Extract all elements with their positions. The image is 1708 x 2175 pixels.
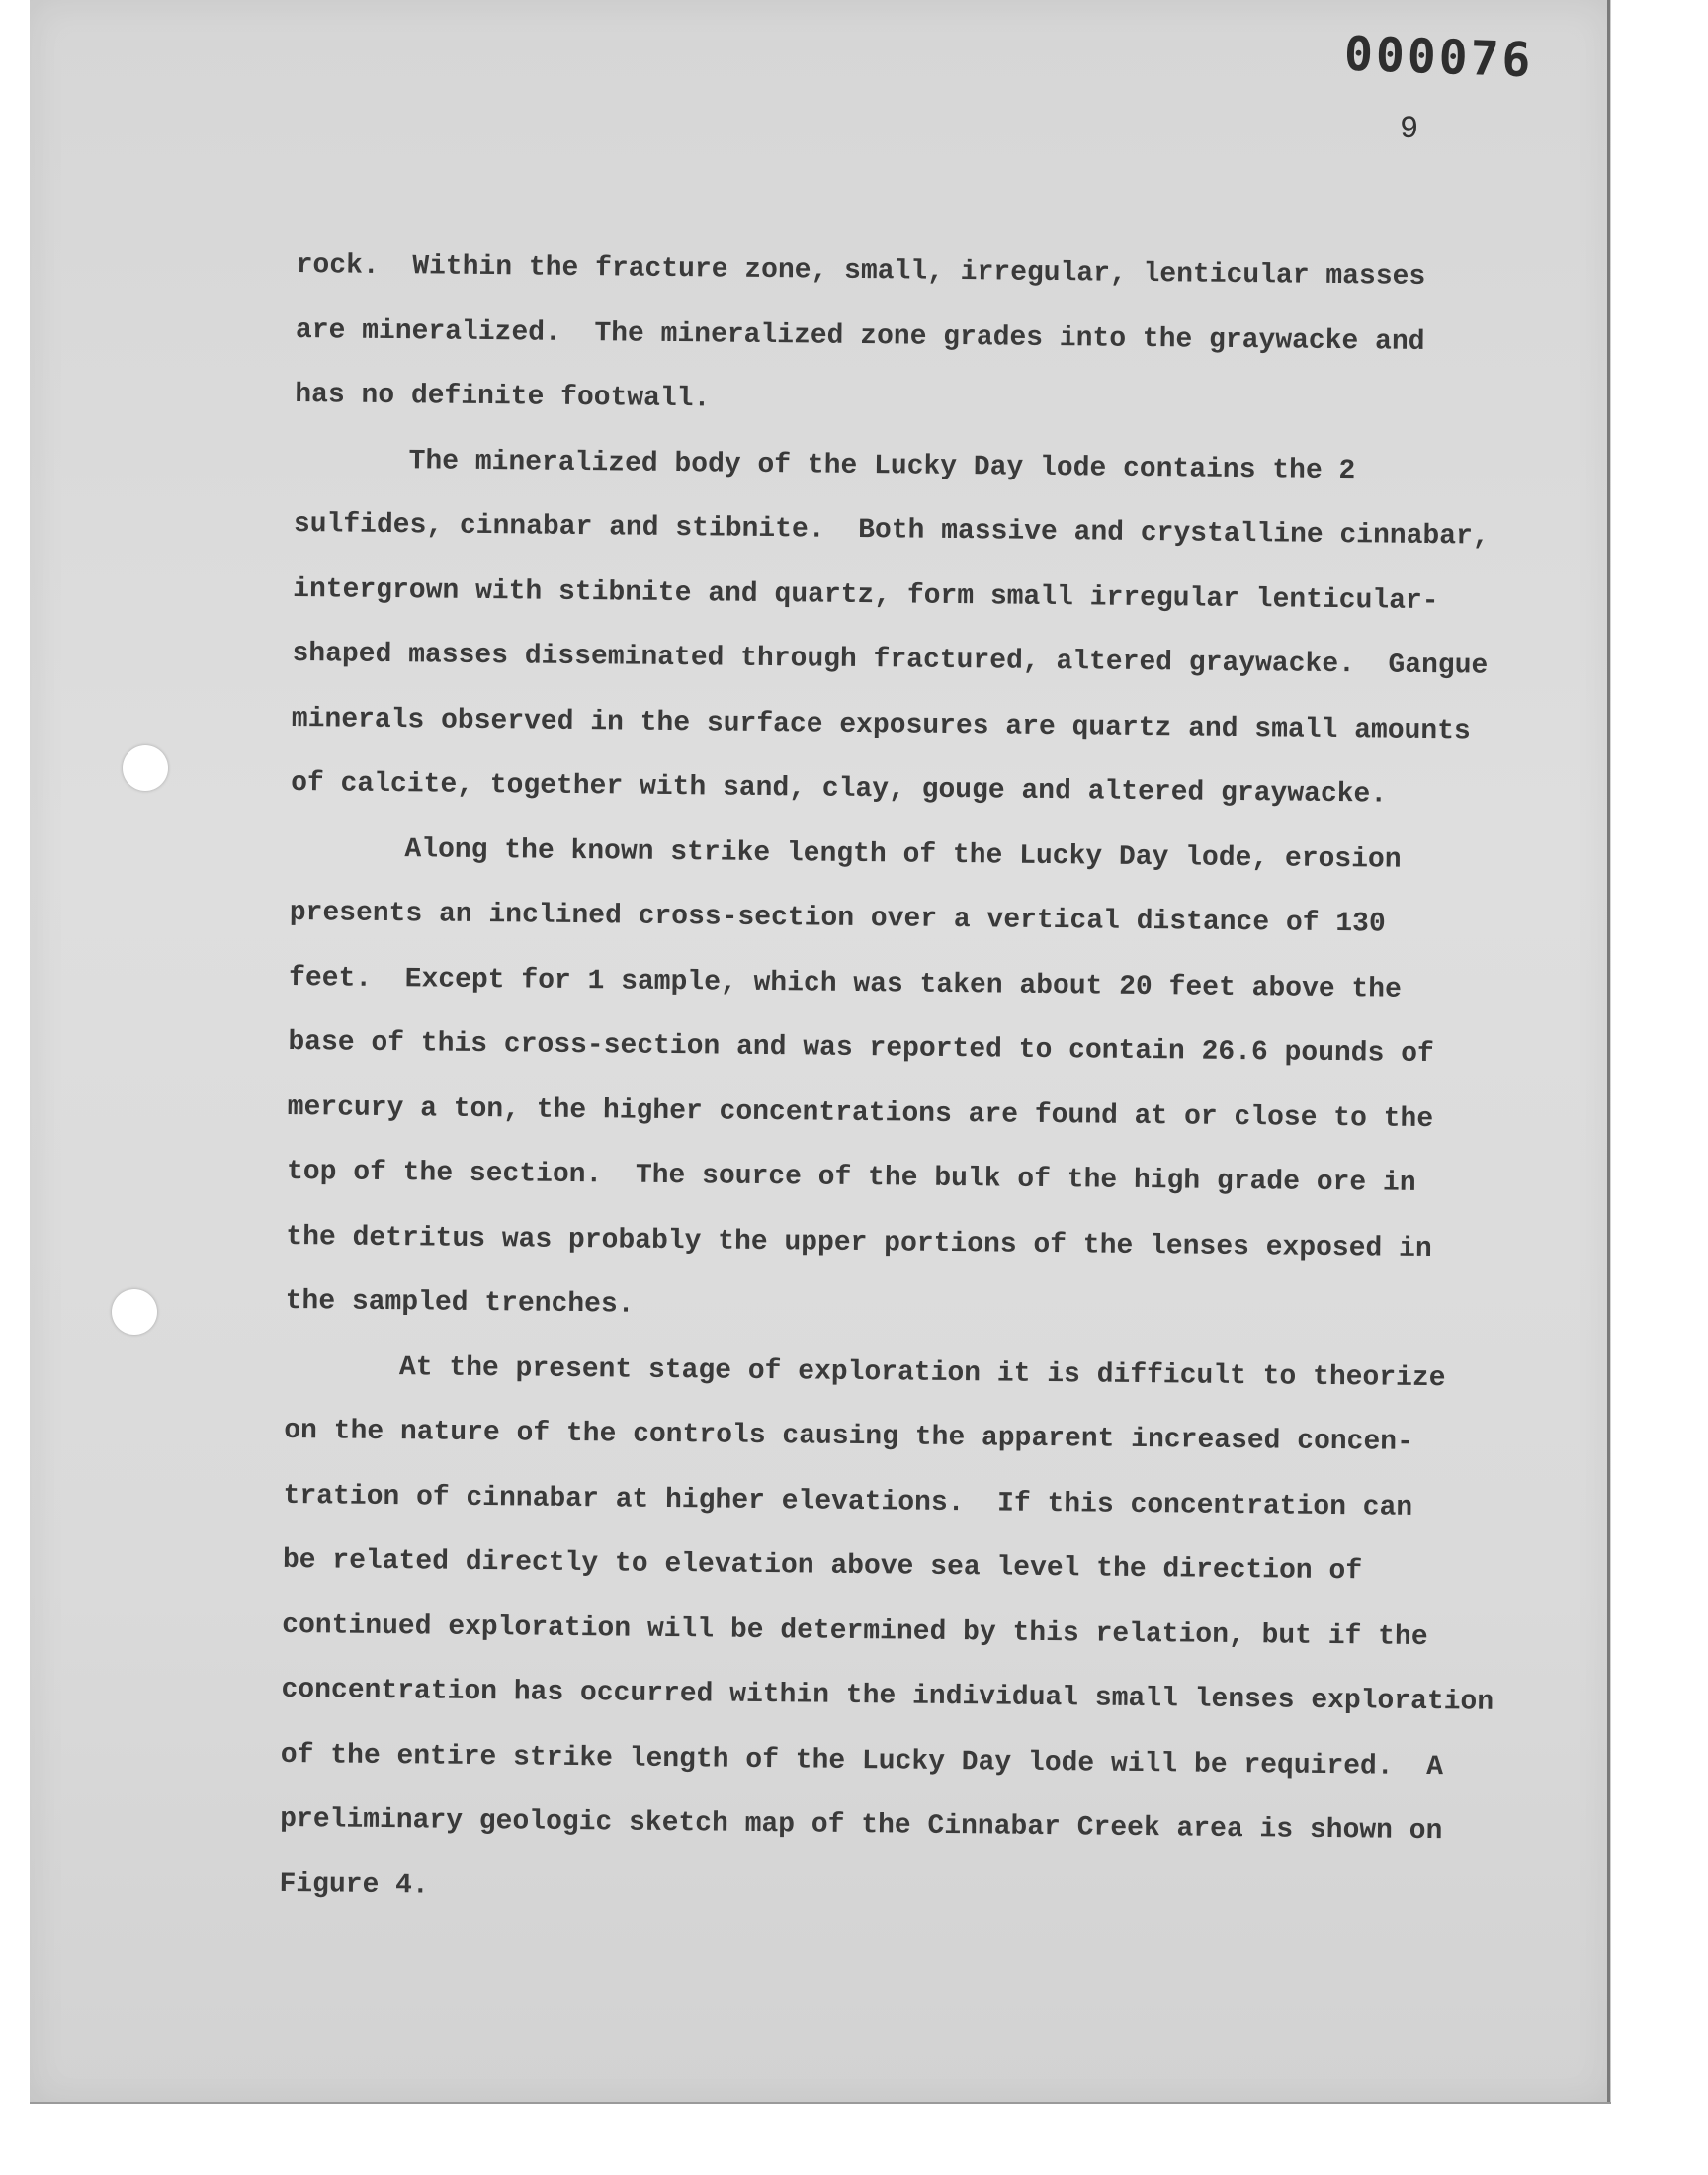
text-line: of the entire strike length of the Lucky Day lode will be required. A bbox=[280, 1739, 1444, 1783]
text-line: are mineralized. The mineralized zone grades into the graywacke and bbox=[295, 314, 1425, 358]
text-line: the sampled trenches. bbox=[285, 1285, 635, 1321]
text-line: of calcite, together with sand, clay, gouge and altered graywacke. bbox=[291, 767, 1388, 811]
text-line: shaped masses disseminated through fractured, altered graywacke. Gangue bbox=[292, 638, 1489, 682]
page-number: 9 bbox=[1400, 111, 1419, 147]
paragraph-start-line: The mineralized body of the Lucky Day lode contains the 2 bbox=[408, 445, 1356, 486]
sheet-right-edge bbox=[1607, 0, 1610, 2104]
text-line: feet. Except for 1 sample, which was taken about 20 feet above the bbox=[288, 962, 1403, 1005]
text-line: Figure 4. bbox=[279, 1869, 429, 1901]
text-line: rock. Within the fracture zone, small, irregular, lenticular masses bbox=[296, 249, 1426, 293]
text-line: base of this cross-section and was reported to contain 26.6 pounds of bbox=[288, 1026, 1434, 1071]
text-line: top of the section. The source of the bulk of the high grade ore in bbox=[286, 1156, 1416, 1199]
text-line: tration of cinnabar at higher elevations. If this concentration can bbox=[283, 1480, 1413, 1523]
paragraph-start-line: At the present stage of exploration it is difficult to theorize bbox=[398, 1351, 1446, 1394]
text-line: continued exploration will be determined by this relation, but if the bbox=[282, 1610, 1428, 1653]
body-text bbox=[279, 233, 1502, 1930]
text-line: the detritus was probably the upper portions of the lenses exposed in bbox=[286, 1221, 1432, 1264]
text-line: be related directly to elevation above sea level the direction of bbox=[282, 1544, 1363, 1588]
text-line: preliminary geologic sketch map of the Cinnabar Creek area is shown on bbox=[280, 1803, 1443, 1848]
text-line: on the nature of the controls causing the apparent increased concen- bbox=[284, 1415, 1414, 1458]
text-line: presents an inclined cross-section over a vertical distance of 130 bbox=[289, 897, 1386, 940]
sheet-bottom-edge bbox=[30, 2102, 1611, 2104]
punch-hole-upper bbox=[123, 745, 168, 791]
text-line: has no definite footwall. bbox=[295, 379, 711, 415]
text-line: mercury a ton, the higher concentrations are found at or close to the bbox=[287, 1091, 1434, 1135]
text-line: intergrown with stibnite and quartz, form small irregular lenticular- bbox=[293, 573, 1439, 617]
document-number: 000076 bbox=[1343, 26, 1535, 89]
text-line: minerals observed in the surface exposures are quartz and small amounts bbox=[291, 703, 1471, 746]
paragraph-start-line: Along the known strike length of the Lucky Day lode, erosion bbox=[404, 833, 1402, 876]
punch-hole-lower bbox=[112, 1289, 157, 1335]
text-line: concentration has occurred within the individual small lenses exploration bbox=[281, 1674, 1494, 1718]
text-line: sulfides, cinnabar and stibnite. Both massive and crystalline cinnabar, bbox=[293, 508, 1490, 553]
